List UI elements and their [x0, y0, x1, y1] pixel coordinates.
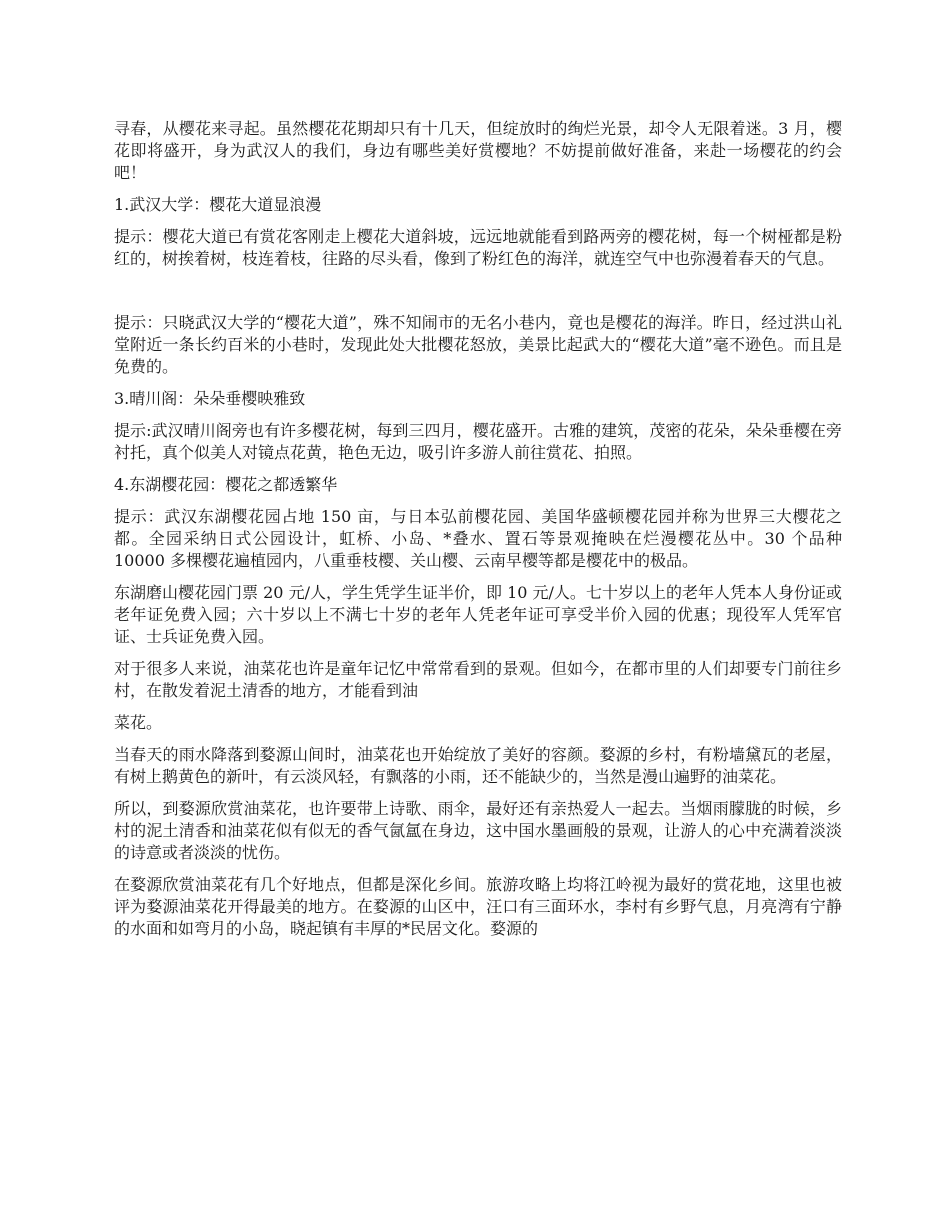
document-body [114, 118, 842, 940]
ticket-info-paragraph: 东湖磨山樱花园门票 20 元/人，学生凭学生证半价，即 10 元/人。七十岁以上的老年人凭本人身份证或老年证免费入园；六十岁以上不满七十岁的老年人凭老年证可享受半价入园的优惠；现役军人凭军官证、士兵证免费入园。 [114, 583, 842, 646]
wuyuan-spots-paragraph: 在婺源欣赏油菜花有几个好地点，但都是深化乡间。旅游攻略上均将江岭视为最好的赏花地，这里也被评为婺源油菜花开得最美的地方。在婺源的山区中，汪口有三面环水，李村有乡野气息，月亮湾有宁静的水面和如弯月的小岛，晓起镇有丰厚的*民居文化。婺源的 [114, 875, 842, 938]
rapeseed-intro-paragraph: 对于很多人来说，油菜花也许是童年记忆中常常看到的景观。但如今，在都市里的人们却要专门前往乡村，在散发着泥土清香的地方，才能看到油 [114, 659, 842, 700]
rapeseed-continuation-paragraph: 菜花。 [114, 713, 163, 732]
tip-paragraph-east-lake: 提示：武汉东湖樱花园占地 150 亩，与日本弘前樱花园、美国华盛顿樱花园并称为世界三大樱花之都。全园采纳日式公园设计，虹桥、小岛、*叠水、置石等景观掩映在烂漫樱花丛中。30 个品种 10000 多棵樱花遍植园内，八重垂枝樱、关山樱、云南早樱等都是樱花中的极品。 [114, 507, 842, 570]
intro-paragraph: 寻春，从樱花来寻起。虽然樱花花期却只有十几天，但绽放时的绚烂光景，却令人无限着迷。3 月，樱花即将盛开，身为武汉人的我们，身边有哪些美好赏樱地？不妨提前做好准备，来赴一场樱花的约会吧！ [114, 119, 842, 182]
wuyuan-poetry-paragraph: 所以，到婺源欣赏油菜花，也许要带上诗歌、雨伞，最好还有亲热爱人一起去。当烟雨朦胧的时候，乡村的泥土清香和油菜花似有似无的香气氤氲在身边，这中国水墨画般的景观，让游人的心中充满着淡淡的诗意或者淡淡的忧伤。 [114, 799, 842, 862]
section-heading-wuhan-university: 1.武汉大学：樱花大道显浪漫 [114, 195, 322, 214]
tip-paragraph-qingchuan: 提示:武汉晴川阁旁也有许多樱花树，每到三四月，樱花盛开。古雅的建筑，茂密的花朵，朵朵垂樱在旁衬托，真个似美人对镜点花黄，艳色无边，吸引许多游人前往赏花、拍照。 [114, 421, 842, 462]
tip-paragraph-hongshan-alley: 提示：只晓武汉大学的“樱花大道”，殊不知闹市的无名小巷内，竟也是樱花的海洋。昨日，经过洪山礼堂附近一条长约百米的小巷时，发现此处大批樱花怒放，美景比起武大的“樱花大道”毫不逊色。而且是免费的。 [114, 313, 842, 376]
section-heading-east-lake: 4.东湖樱花园：樱花之都透繁华 [114, 475, 338, 494]
wuyuan-spring-paragraph: 当春天的雨水降落到婺源山间时，油菜花也开始绽放了美好的容颜。婺源的乡村，有粉墙黛瓦的老屋，有树上鹅黄色的新叶，有云淡风轻，有飘落的小雨，还不能缺少的，当然是漫山遍野的油菜花。 [114, 745, 842, 786]
section-heading-qingchuan-pavilion: 3.晴川阁：朵朵垂樱映雅致 [114, 389, 306, 408]
tip-paragraph-cherry-avenue: 提示：樱花大道已有赏花客刚走上樱花大道斜坡，远远地就能看到路两旁的樱花树，每一个树桠都是粉红的，树挨着树，枝连着枝，往路的尽头看，像到了粉红色的海洋，就连空气中也弥漫着春天的气息。 [114, 227, 842, 268]
